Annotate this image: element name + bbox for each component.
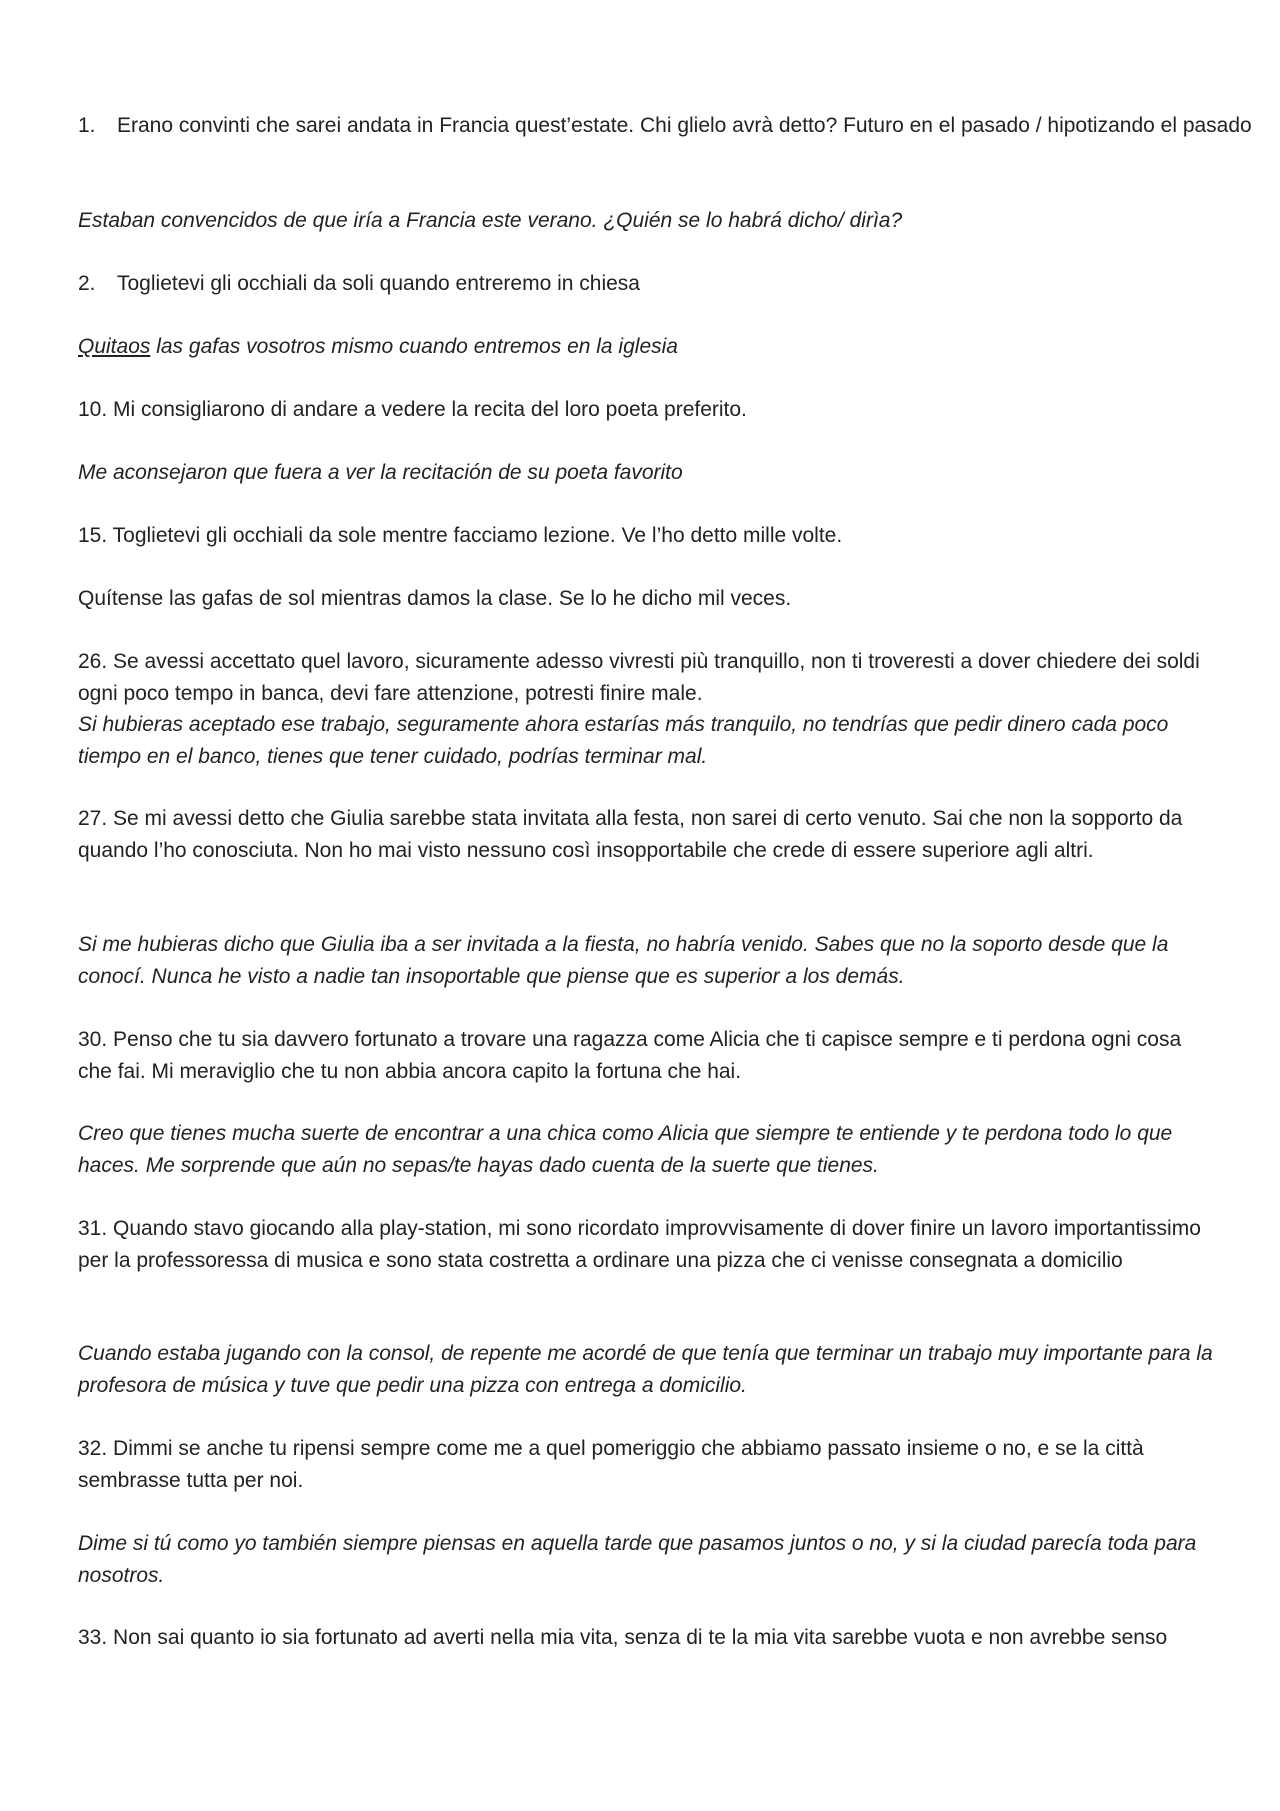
italian-text: Erano convinti che sarei andata in Francia quest’estate. Chi glielo avrà detto? Futuro en el pasado / hipotizando el pasado xyxy=(117,114,1252,137)
sentence-10-italian: 10. Mi consigliarono di andare a vedere la recita del loro poeta preferito. xyxy=(78,398,747,421)
sentence-15-spanish: Quítense las gafas de sol mientras damos la clase. Se lo he dicho mil veces. xyxy=(78,587,792,610)
sentence-1-spanish: Estaban convencidos de que iría a Francia este verano. ¿Quién se lo habrá dicho/ dirìa? xyxy=(78,209,903,232)
sentence-32-spanish: Dime si tú como yo también siempre piensas en aquella tarde que pasamos juntos o no, y si la ciudad parecía toda para nosotros. xyxy=(78,1532,1197,1587)
list-number: 2. xyxy=(78,272,96,295)
sentence-27-italian: 27. Se mi avessi detto che Giulia sarebbe stata invitata alla festa, non sarei di certo venuto. Sai che non la sopporto da quando l’ho conosciuta. Non ho mai visto nessuno così insopportabile che crede di essere superiore agli altri. xyxy=(78,807,1183,862)
list-number: 1. xyxy=(78,114,96,137)
sentence-2-spanish xyxy=(78,331,1218,363)
spanish-text: las gafas vosotros mismo cuando entremos en la iglesia xyxy=(150,335,678,358)
sentence-26-italian: 26. Se avessi accettato quel lavoro, sicuramente adesso vivresti più tranquillo, non ti troveresti a dover chiedere dei soldi ogni poco tempo in banca, devi fare attenzione, potresti finire male. xyxy=(78,650,1200,705)
sentence-2-italian xyxy=(78,268,1257,300)
sentence-10-spanish: Me aconsejaron que fuera a ver la recitación de su poeta favorito xyxy=(78,461,683,484)
sentence-32-italian: 32. Dimmi se anche tu ripensi sempre come me a quel pomeriggio che abbiamo passato insieme o no, e se la città sembrasse tutta per noi. xyxy=(78,1437,1144,1492)
sentence-1-italian xyxy=(78,110,1257,142)
sentence-26-spanish: Si hubieras aceptado ese trabajo, seguramente ahora estarías más tranquilo, no tendrías que pedir dinero cada poco tiempo en el banco, tienes que tener cuidado, podrías terminar mal. xyxy=(78,713,1169,768)
underlined-word: Quitaos xyxy=(78,335,151,358)
sentence-31-italian: 31. Quando stavo giocando alla play-station, mi sono ricordato improvvisamente di dover finire un lavoro importantissimo per la professoressa di musica e sono stata costretta a ordinare una pizza che ci venisse consegnata a domicilio xyxy=(78,1217,1201,1272)
sentence-30-spanish: Creo que tienes mucha suerte de encontrar a una chica como Alicia que siempre te entiende y te perdona todo lo que haces. Me sorprende que aún no sepas/te hayas dado cuenta de la suerte que tienes. xyxy=(78,1122,1173,1177)
sentence-31-spanish: Cuando estaba jugando con la consol, de repente me acordé de que tenía que terminar un trabajo muy importante para la profesora de música y tuve que pedir una pizza con entrega a domicilio. xyxy=(78,1342,1213,1397)
italian-text: Toglietevi gli occhiali da soli quando entreremo in chiesa xyxy=(117,272,640,295)
sentence-30-italian: 30. Penso che tu sia davvero fortunato a trovare una ragazza come Alicia che ti capisce sempre e ti perdona ogni cosa che fai. Mi meraviglio che tu non abbia ancora capito la fortuna che hai. xyxy=(78,1028,1182,1083)
sentence-33-italian: 33. Non sai quanto io sia fortunato ad averti nella mia vita, senza di te la mia vita sarebbe vuota e non avrebbe senso xyxy=(78,1626,1168,1649)
sentence-15-italian: 15. Toglietevi gli occhiali da sole mentre facciamo lezione. Ve l’ho detto mille volte. xyxy=(78,524,843,547)
sentence-27-spanish: Si me hubieras dicho que Giulia iba a ser invitada a la fiesta, no habría venido. Sabes que no la soporto desde que la conocí. Nunca he visto a nadie tan insoportable que piense que es superior a los demás. xyxy=(78,933,1169,988)
